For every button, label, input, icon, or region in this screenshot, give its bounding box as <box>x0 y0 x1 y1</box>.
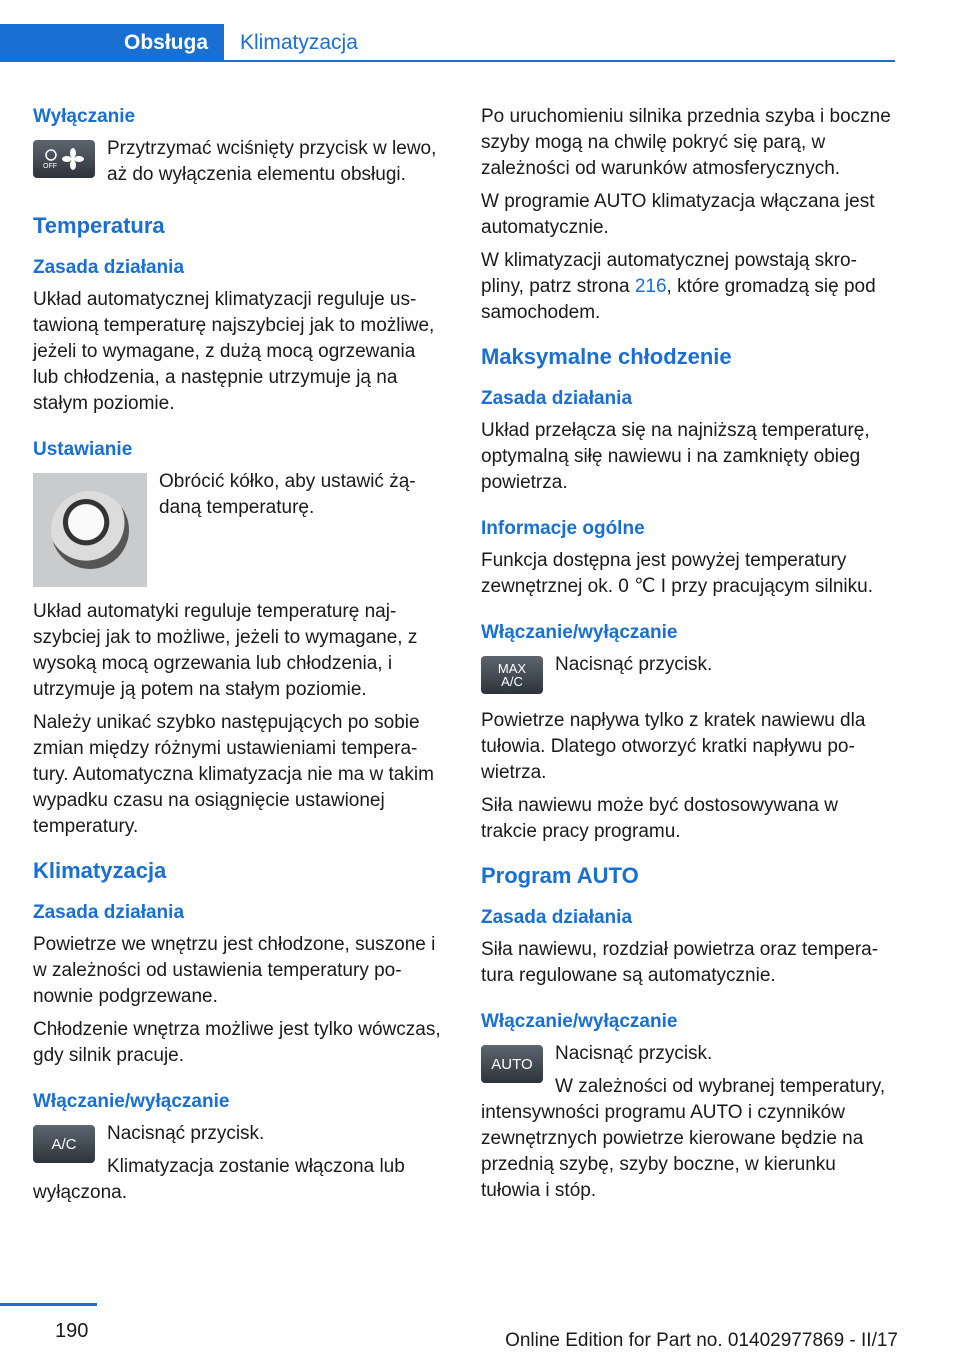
page-number: 190 <box>55 1320 89 1342</box>
temperature-principle-text: Układ automatycznej klimatyzacji reguluje ustawioną temperaturę najszybciej jak to możliwe, jeżeli to wymagane, z dużą mocą ogrzewania lub chłodzenia, a następnie utrzymuje ją na stałym poziomie. <box>33 289 435 414</box>
max-principle-text: Układ przełącza się na najniższą temperaturę, optymalną siłę nawiewu i na zamknięty obieg powietrza. <box>481 420 870 493</box>
page-link[interactable]: 216 <box>634 276 667 297</box>
edition-note: Online Edition for Part no. 01402977869 - II/17 <box>505 1330 898 1351</box>
ac-title: Klimatyzacja <box>33 858 167 883</box>
intro-paragraph-3: W klimatyzacji automatycznej powstają skropliny, patrz strona 216, które gromadzą się pod samochodem. <box>481 250 876 323</box>
off-heading: Wyłączanie <box>33 106 136 127</box>
max-ac-button-icon: MAX A/C <box>481 656 543 694</box>
off-text: Przytrzymać wciśnięty przycisk w lewo, aż do wyłączenia elementu obsługi. <box>107 138 437 185</box>
setting-paragraph-2: Układ automatyki reguluje temperaturę najszybciej jak to możliwe, jeżeli to wymagane, z wysoką mocą ogrzewania lub chłodzenia, i utrzymuje ją potem na stałym poziomie. <box>33 601 418 700</box>
max-onoff-text: Nacisnąć przycisk. <box>555 654 713 675</box>
tab-klimatyzacja[interactable]: Klimatyzacja <box>240 31 358 54</box>
header-divider <box>0 60 895 62</box>
auto-onoff-text-2: W zależności od wybranej temperatury, intensywności programu AUTO i czynników zewnętrznych powietrze kierowane będzie na przednią szybę, szyby boczne, w kierunku tułowia i stóp. <box>481 1076 886 1201</box>
intro-paragraph-2: W programie AUTO klimatyzacja włączana jest automatycznie. <box>481 191 875 238</box>
svg-text:OFF: OFF <box>43 163 57 170</box>
ac-onoff-heading: Włączanie/wyłączanie <box>33 1091 230 1112</box>
max-paragraph-3: Siła nawiewu może być dostosowywana w trakcie pracy programu. <box>481 795 838 842</box>
ac-onoff-text-2: Klimatyzacja zostanie włączona lub wyłączona. <box>33 1156 405 1203</box>
general-info-heading: Informacje ogólne <box>481 518 645 539</box>
temperature-title: Temperatura <box>33 213 165 238</box>
setting-paragraph-3: Należy unikać szybko następujących po sobie zmian między różnymi ustawieniami temperatury. Automatyczna klimatyzacja nie ma w takim wypadku czasu na osiągnięcie ustawionej temperatury. <box>33 712 434 837</box>
ac-principle-paragraph-1: Powietrze we wnętrzu jest chłodzone, suszone i w zależności od ustawienia temperatury ponownie podgrzewane. <box>33 934 436 1007</box>
setting-heading: Ustawianie <box>33 439 133 460</box>
ac-onoff-text-1: Nacisnąć przycisk. <box>107 1123 265 1144</box>
max-cooling-title: Maksymalne chłodzenie <box>481 344 732 369</box>
temperature-principle-heading: Zasada działania <box>33 257 185 278</box>
max-paragraph-2: Powietrze napływa tylko z kratek nawiewu dla tułowia. Dlatego otworzyć kratki napływu powietrza. <box>481 710 866 783</box>
footer-divider <box>0 1303 97 1306</box>
right-column <box>481 104 893 1211</box>
auto-onoff-heading: Włączanie/wyłączanie <box>481 1011 678 1032</box>
header-bar <box>0 0 895 62</box>
auto-button-icon: AUTO <box>481 1045 543 1083</box>
ac-principle-heading: Zasada działania <box>33 902 185 923</box>
auto-onoff-text-1: Nacisnąć przycisk. <box>555 1043 713 1064</box>
max-principle-heading: Zasada działania <box>481 388 633 409</box>
setting-text: Obrócić kółko, aby ustawić żądaną temperaturę. <box>159 471 416 518</box>
left-column <box>33 104 445 1213</box>
ac-button-icon: A/C <box>33 1125 95 1163</box>
tab-obsluga[interactable]: Obsługa <box>0 24 224 62</box>
auto-principle-heading: Zasada działania <box>481 907 633 928</box>
intro-paragraph-1: Po uruchomieniu silnika przednia szyba i boczne szyby mogą na chwilę pokryć się parą, w zależności od warunków atmosferycznych. <box>481 106 891 179</box>
ac-principle-paragraph-2: Chłodzenie wnętrza możliwe jest tylko wówczas, gdy silnik pracuje. <box>33 1019 441 1066</box>
max-onoff-heading: Włączanie/wyłączanie <box>481 622 678 643</box>
fan-off-button-icon <box>33 140 95 178</box>
auto-principle-text: Siła nawiewu, rozdział powietrza oraz temperatura regulowane są automatycznie. <box>481 939 879 986</box>
auto-title: Program AUTO <box>481 863 639 888</box>
temperature-knob-image <box>33 473 147 587</box>
general-info-text: Funkcja dostępna jest powyżej temperatury zewnętrznej ok. 0 ℃ I przy pracującym silniku. <box>481 550 873 597</box>
